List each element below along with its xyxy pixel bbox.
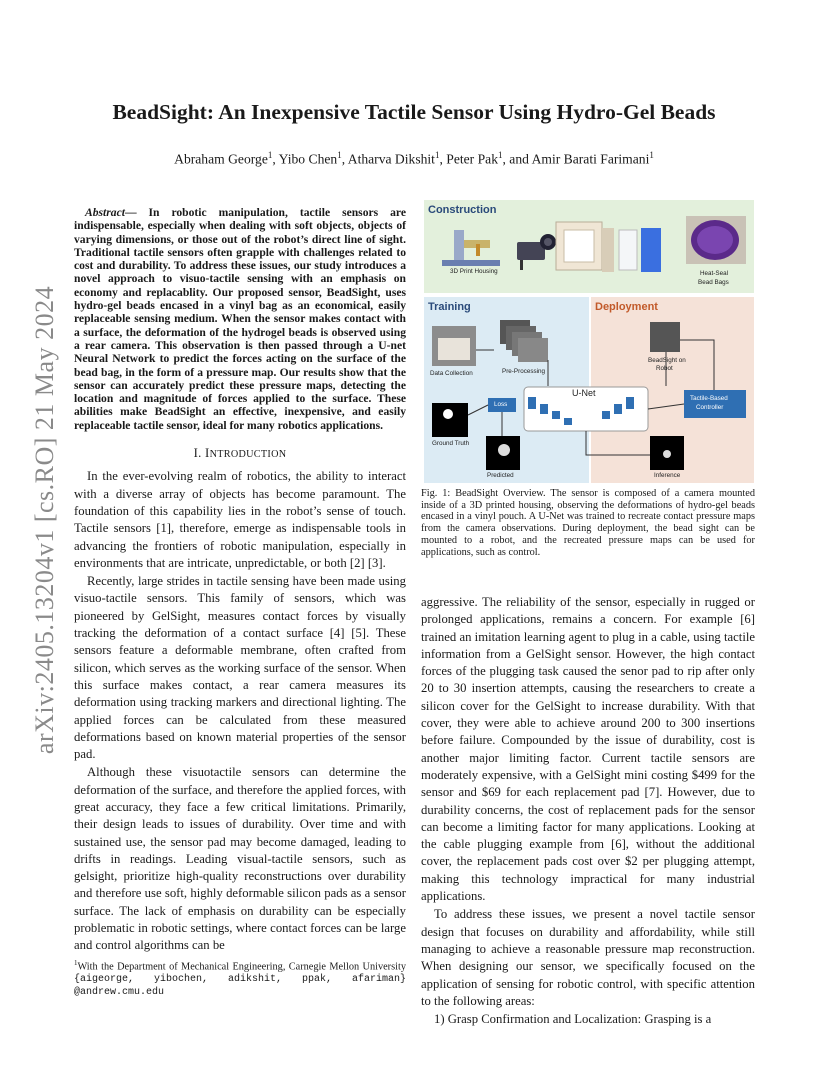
right-column: [421, 594, 755, 1028]
caption-label: Fig. 1:: [421, 488, 456, 499]
label-heat-seal: Heat-Seal: [700, 270, 729, 277]
abstract-text: — In robotic manipulation, tactile sensors are indispensable, especially when dealing with soft objects, objects of varying dimensions, or those out of the robot’s direct line of sight. Traditional tactile sensors often grapple with challenges related to cost and durability. To address these issues, our study introduces a novel approach to visuo-tactile sensing with an emphasis on economy and replacablity. Our proposed sensor, BeadSight, uses hydro-gel beads encased in a vinyl bag as an economical, easily replaceable sensing medium. When the sensor makes contact with a surface, the deformation of the hydrogel beads is observed using a rear camera. This observation is then passed through a U-net Neural Network to predict the forces acting on the surface of the bead bag, in the form of a pressure map. Our results show that the sensor can accurately predict these pressure maps, detecting the location and magnitude of forces applied to the surface. These abilities make BeadSight an effective, inexpensive, and easily replaceable tactile sensor, ideal for many robotics applications.: [74, 206, 406, 432]
arxiv-sidebar: [28, 240, 62, 800]
abstract: [74, 206, 406, 432]
blue-plate-icon: [641, 228, 661, 272]
section-numeral: I.: [193, 446, 206, 461]
author-affiliation-mark: 1: [337, 150, 342, 160]
arxiv-identifier: arXiv:2405.13204v1 [cs.RO] 21 May 2024: [30, 285, 59, 755]
camera-icon: [517, 234, 556, 270]
caption-text: BeadSight Overview. The sensor is composed of a camera mounted inside of a 3D printed housing, observing the deformations of hydro-gel beads encased in a vinyl pouch. A U-Net was trained to recreate contact pressure maps from the camera observations. During deployment, the bead sight can be mounted to a robot, and the recreated pressure maps can be used for applications, such as control.: [421, 488, 755, 558]
label-beadsight-on: BeadSight on: [648, 357, 686, 364]
author-affiliation-mark: 1: [267, 150, 273, 160]
author-name: Abraham George: [174, 151, 268, 167]
footnote-text: With the Department of Mechanical Engineering, Carnegie Mellon University: [77, 961, 406, 973]
preprocessing-stack: [500, 320, 548, 362]
ground-truth-map: [432, 403, 468, 437]
author-separator: ,: [272, 151, 279, 167]
printer-icon: [442, 230, 500, 266]
author-affiliation-mark: 1: [649, 150, 654, 160]
figure-caption: [421, 488, 755, 558]
author-name: Peter Pak: [446, 151, 498, 167]
footnote-emails: {aigeorge, yibochen, adikshit, ppak, afariman} @andrew.cmu.edu: [74, 974, 406, 998]
label-tactile-based: Tactile-Based: [690, 395, 728, 402]
section-head-initial: I: [205, 446, 210, 461]
robot-photo: [650, 322, 680, 352]
author-list: [80, 150, 748, 168]
intro-paragraph: In the ever-evolving realm of robotics, the ability to interact with a diverse array of objects has become paramount. The foundation of this capability lies in the robot’s sense of touch. Tactile sensors [1], therefore, emerge as indispensable tools in advancing the frontiers of robotic manipulation, especially in environments that are intricate, unpredictable, or both [2] [3].: [74, 469, 406, 570]
intro-paragraph: To address these issues, we present a novel tactile sensor design that focuses on durability and affordability, while still managing to achieve a reasonable pressure map reconstruction. When designing our sensor, we specifically focused on the application of sensing for robotic control, with specific attention to the following areas:: [421, 907, 755, 1008]
affiliation-footnote: [74, 958, 406, 998]
label-unet: U-Net: [572, 388, 596, 398]
author-separator: ,: [439, 151, 447, 167]
intro-paragraph: Recently, large strides in tactile sensing have been made using visuo-tactile sensors. This family of sensors, which was pioneered by GelSight, measures contact forces by visually tracking the deformation of a contact surface [4] [5]. These sensors feature a deformable membrane, often crafted from silicon, which serves as the working surface of the sensor. When this surface makes contact, a rear camera measures its deformation using tracking markers and directional lighting. The applied forces can be calculated from these measured deformations based on known material properties of the sensor pad.: [74, 574, 406, 762]
abstract-label: Abstract: [85, 206, 125, 219]
author-separator: , and: [502, 151, 532, 167]
label-loss: Loss: [494, 401, 508, 408]
paper-title: BeadSight: An Inexpensive Tactile Sensor Using Hydro-Gel Beads: [112, 100, 716, 124]
label-predicted: Predicted: [487, 472, 514, 479]
training-heading: Training: [428, 301, 471, 313]
author-separator: ,: [341, 151, 348, 167]
intro-paragraph: aggressive. The reliability of the sensor, especially in rugged or prolonged applications, remains a concern. For example [6] trained an imitation learning agent to plug in a cable, using tactile information from a GelSight sensor. However, the high contact forces of the plugging task caused the senor pad to rip after only 20 to 30 insertion attempts, causing the researchers to create a silicon cover for the GelSight to increase durability. With that cover, they were able to achieve around 200 to 300 insertions before failure. Compounded by the issue of durability, cost is another major limiting factor. Current tactile sensors are moderately expensive, with a GelSight mini costing $499 for the sensor and $69 for each replacement pad [7]. However, due to durability concerns, the cost of replacement pads for the sensor can become a limiting factor for many applications. Looking at the cable plugging example from [6], without the additional cover, the replacement pads cost over $2 per plugging attempt, making this technology impractical for many industrial applications.: [421, 595, 755, 904]
housing-icon: [556, 222, 614, 272]
acrylic-plate-icon: [619, 230, 637, 270]
label-robot: Robot: [656, 365, 673, 372]
left-column: [74, 206, 406, 955]
label-print-housing: 3D Print Housing: [450, 268, 498, 275]
deployment-heading: Deployment: [595, 301, 658, 313]
label-ground-truth: Ground Truth: [432, 440, 470, 447]
label-data-collection: Data Collection: [430, 370, 473, 377]
section-heading-introduction: [74, 445, 406, 463]
footnote-mark: 1: [74, 959, 78, 967]
author-name: Yibo Chen: [278, 151, 338, 167]
label-pre-processing: Pre-Processing: [502, 368, 546, 375]
bead-bag-photo: [686, 216, 746, 264]
list-item: 1) Grasp Confirmation and Localization: Grasping is a: [434, 1012, 712, 1027]
author-name: Atharva Dikshit: [347, 151, 435, 167]
figure-illustration: [424, 200, 754, 483]
intro-paragraph: Although these visuotactile sensors can determine the deformation of the surface, and therefore the applied forces, with great accuracy, they face a few critical limitations. Primarily, their design leads to issues of durability. Over time and with sustained use, the sensor pad may become damaged, leading to drifts in readings. Leading visual-tactile sensors, such as gelsight, prioritize high-quality reconstructions over durability and therefore use soft, highly deformable silicon pads as a sensor surface. The lack of emphasis on durability can be especially problematic in robotic settings, where contact forces can be large and control algorithms can be: [74, 765, 406, 953]
author-affiliation-mark: 1: [498, 150, 503, 160]
label-bead-bags: Bead Bags: [698, 279, 729, 286]
label-controller: Controller: [696, 404, 724, 411]
construction-heading: Construction: [428, 204, 497, 216]
label-inference: Inference: [654, 472, 681, 479]
author-affiliation-mark: 1: [434, 150, 440, 160]
overview-figure: [424, 200, 754, 483]
author-name: Amir Barati Farimani: [531, 151, 650, 167]
section-head-rest: NTRODUCTION: [209, 449, 287, 461]
